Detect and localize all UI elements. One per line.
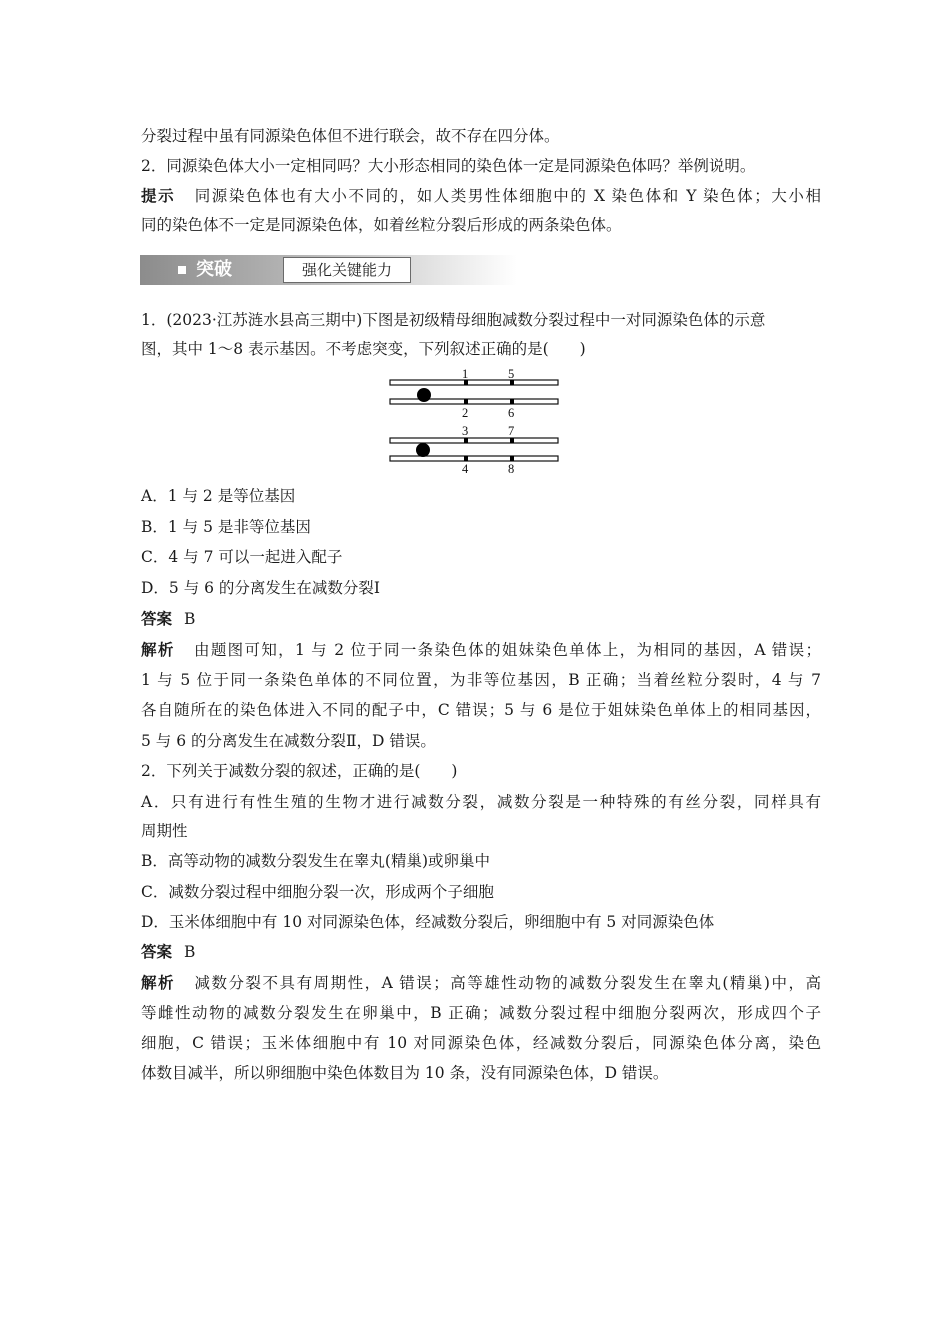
banner-subtitle-box	[283, 257, 411, 283]
question-2-option-b: B．高等动物的减数分裂发生在睾丸(精巢)或卵巢中	[141, 852, 490, 870]
analysis-text-line: 1 与 5 位于同一条染色单体的不同位置，为非等位基因，B 正确；当着丝粒分裂时，4 与 7	[141, 671, 821, 689]
question-1-stem-continued: 图，其中 1～8 表示基因。不考虑突变，下列叙述正确的是( )	[141, 340, 586, 358]
analysis-label: 解析	[141, 974, 176, 992]
analysis-label: 解析	[141, 641, 175, 659]
question-2-stem: 2．下列关于减数分裂的叙述，正确的是( )	[141, 762, 458, 780]
question-2-prompt: 2．同源染色体大小一定相同吗？大小形态相同的染色体一定是同源染色体吗？举例说明。	[141, 157, 756, 175]
gene-label-6: 6	[508, 406, 515, 420]
question-1-answer	[141, 609, 821, 629]
gene-label-1: 1	[462, 367, 469, 381]
gene-locus-7	[510, 438, 514, 443]
analysis-text: 由题图可知，1 与 2 位于同一条染色体的姐妹染色单体上，为相同的基因，A 错误；	[192, 641, 821, 659]
section-banner	[140, 255, 517, 285]
question-2-analysis	[141, 973, 821, 993]
gene-label-4: 4	[462, 462, 469, 476]
analysis-text-line: 体数目减半，所以卵细胞中染色体数目为 10 条，没有同源染色体，D 错误。	[141, 1064, 669, 1082]
hint-label: 提示	[141, 187, 176, 205]
question-2-option-a: A．只有进行有性生殖的生物才进行减数分裂，减数分裂是一种特殊的有丝分裂，同样具有	[141, 793, 821, 811]
gene-locus-4	[464, 456, 468, 461]
banner-title: 突破	[196, 259, 232, 280]
centromere-2	[416, 443, 430, 457]
question-2-option-c: C．减数分裂过程中细胞分裂一次，形成两个子细胞	[141, 883, 494, 901]
question-1-analysis	[141, 640, 821, 660]
answer-value: B	[184, 943, 196, 961]
analysis-text-line: 各自随所在的染色体进入不同的配子中，C 错误；5 与 6 是位于姐妹染色单体上的相同基因，	[141, 701, 821, 719]
intro-text-line: 分裂过程中虽有同源染色体但不进行联会，故不存在四分体。	[141, 127, 560, 145]
question-1-option-b: B．1 与 5 是非等位基因	[141, 518, 311, 536]
answer-value: B	[184, 610, 196, 628]
gene-locus-6	[510, 399, 514, 404]
chromatid-2b	[390, 456, 558, 461]
gene-label-5: 5	[508, 367, 515, 381]
gene-label-3: 3	[462, 424, 469, 438]
question-1-option-a: A．1 与 2 是等位基因	[141, 487, 296, 505]
gene-locus-2	[464, 399, 468, 404]
gene-locus-3	[464, 438, 468, 443]
question-1-option-c: C．4 与 7 可以一起进入配子	[141, 548, 343, 566]
answer-label: 答案	[141, 610, 173, 628]
gene-label-8: 8	[508, 462, 515, 476]
answer-label: 答案	[141, 943, 173, 961]
gene-locus-8	[510, 456, 514, 461]
centromere-1	[417, 388, 431, 402]
question-2-answer	[141, 942, 821, 962]
question-2-option-d: D．玉米体细胞中有 10 对同源染色体，经减数分裂后，卵细胞中有 5 对同源染色体	[141, 913, 715, 931]
banner-square-icon	[178, 266, 186, 274]
homologous-chromosome-diagram	[385, 367, 565, 477]
chromatid-1a	[390, 380, 558, 385]
banner-subtitle: 强化关键能力	[301, 261, 392, 279]
question-1-stem: 1．(2023·江苏涟水县高三期中)下图是初级精母细胞减数分裂过程中一对同源染色体的示意	[141, 311, 766, 329]
analysis-text: 减数分裂不具有周期性，A 错误；高等雄性动物的减数分裂发生在睾丸(精巢)中，高	[193, 974, 821, 992]
analysis-text-line: 5 与 6 的分离发生在减数分裂Ⅱ，D 错误。	[141, 732, 436, 750]
hint-text: 同源染色体也有大小不同的，如人类男性体细胞中的 X 染色体和 Y 染色体；大小相	[193, 187, 821, 205]
analysis-text-line: 等雌性动物的减数分裂发生在卵巢中，B 正确；减数分裂过程中细胞分裂两次，形成四个子	[141, 1004, 821, 1022]
question-2-option-a-continued: 周期性	[141, 822, 188, 840]
chromatid-1b	[390, 399, 558, 404]
gene-label-7: 7	[508, 424, 515, 438]
chromatid-2a	[390, 438, 558, 443]
question-1-option-d: D．5 与 6 的分离发生在减数分裂Ⅰ	[141, 579, 381, 597]
hint-text-continued: 同的染色体不一定是同源染色体，如着丝粒分裂后形成的两条染色体。	[141, 216, 622, 234]
hint-paragraph	[141, 186, 821, 206]
analysis-text-line: 细胞，C 错误；玉米体细胞中有 10 对同源染色体，经减数分裂后，同源染色体分离，染色	[141, 1034, 821, 1052]
gene-label-2: 2	[462, 406, 469, 420]
